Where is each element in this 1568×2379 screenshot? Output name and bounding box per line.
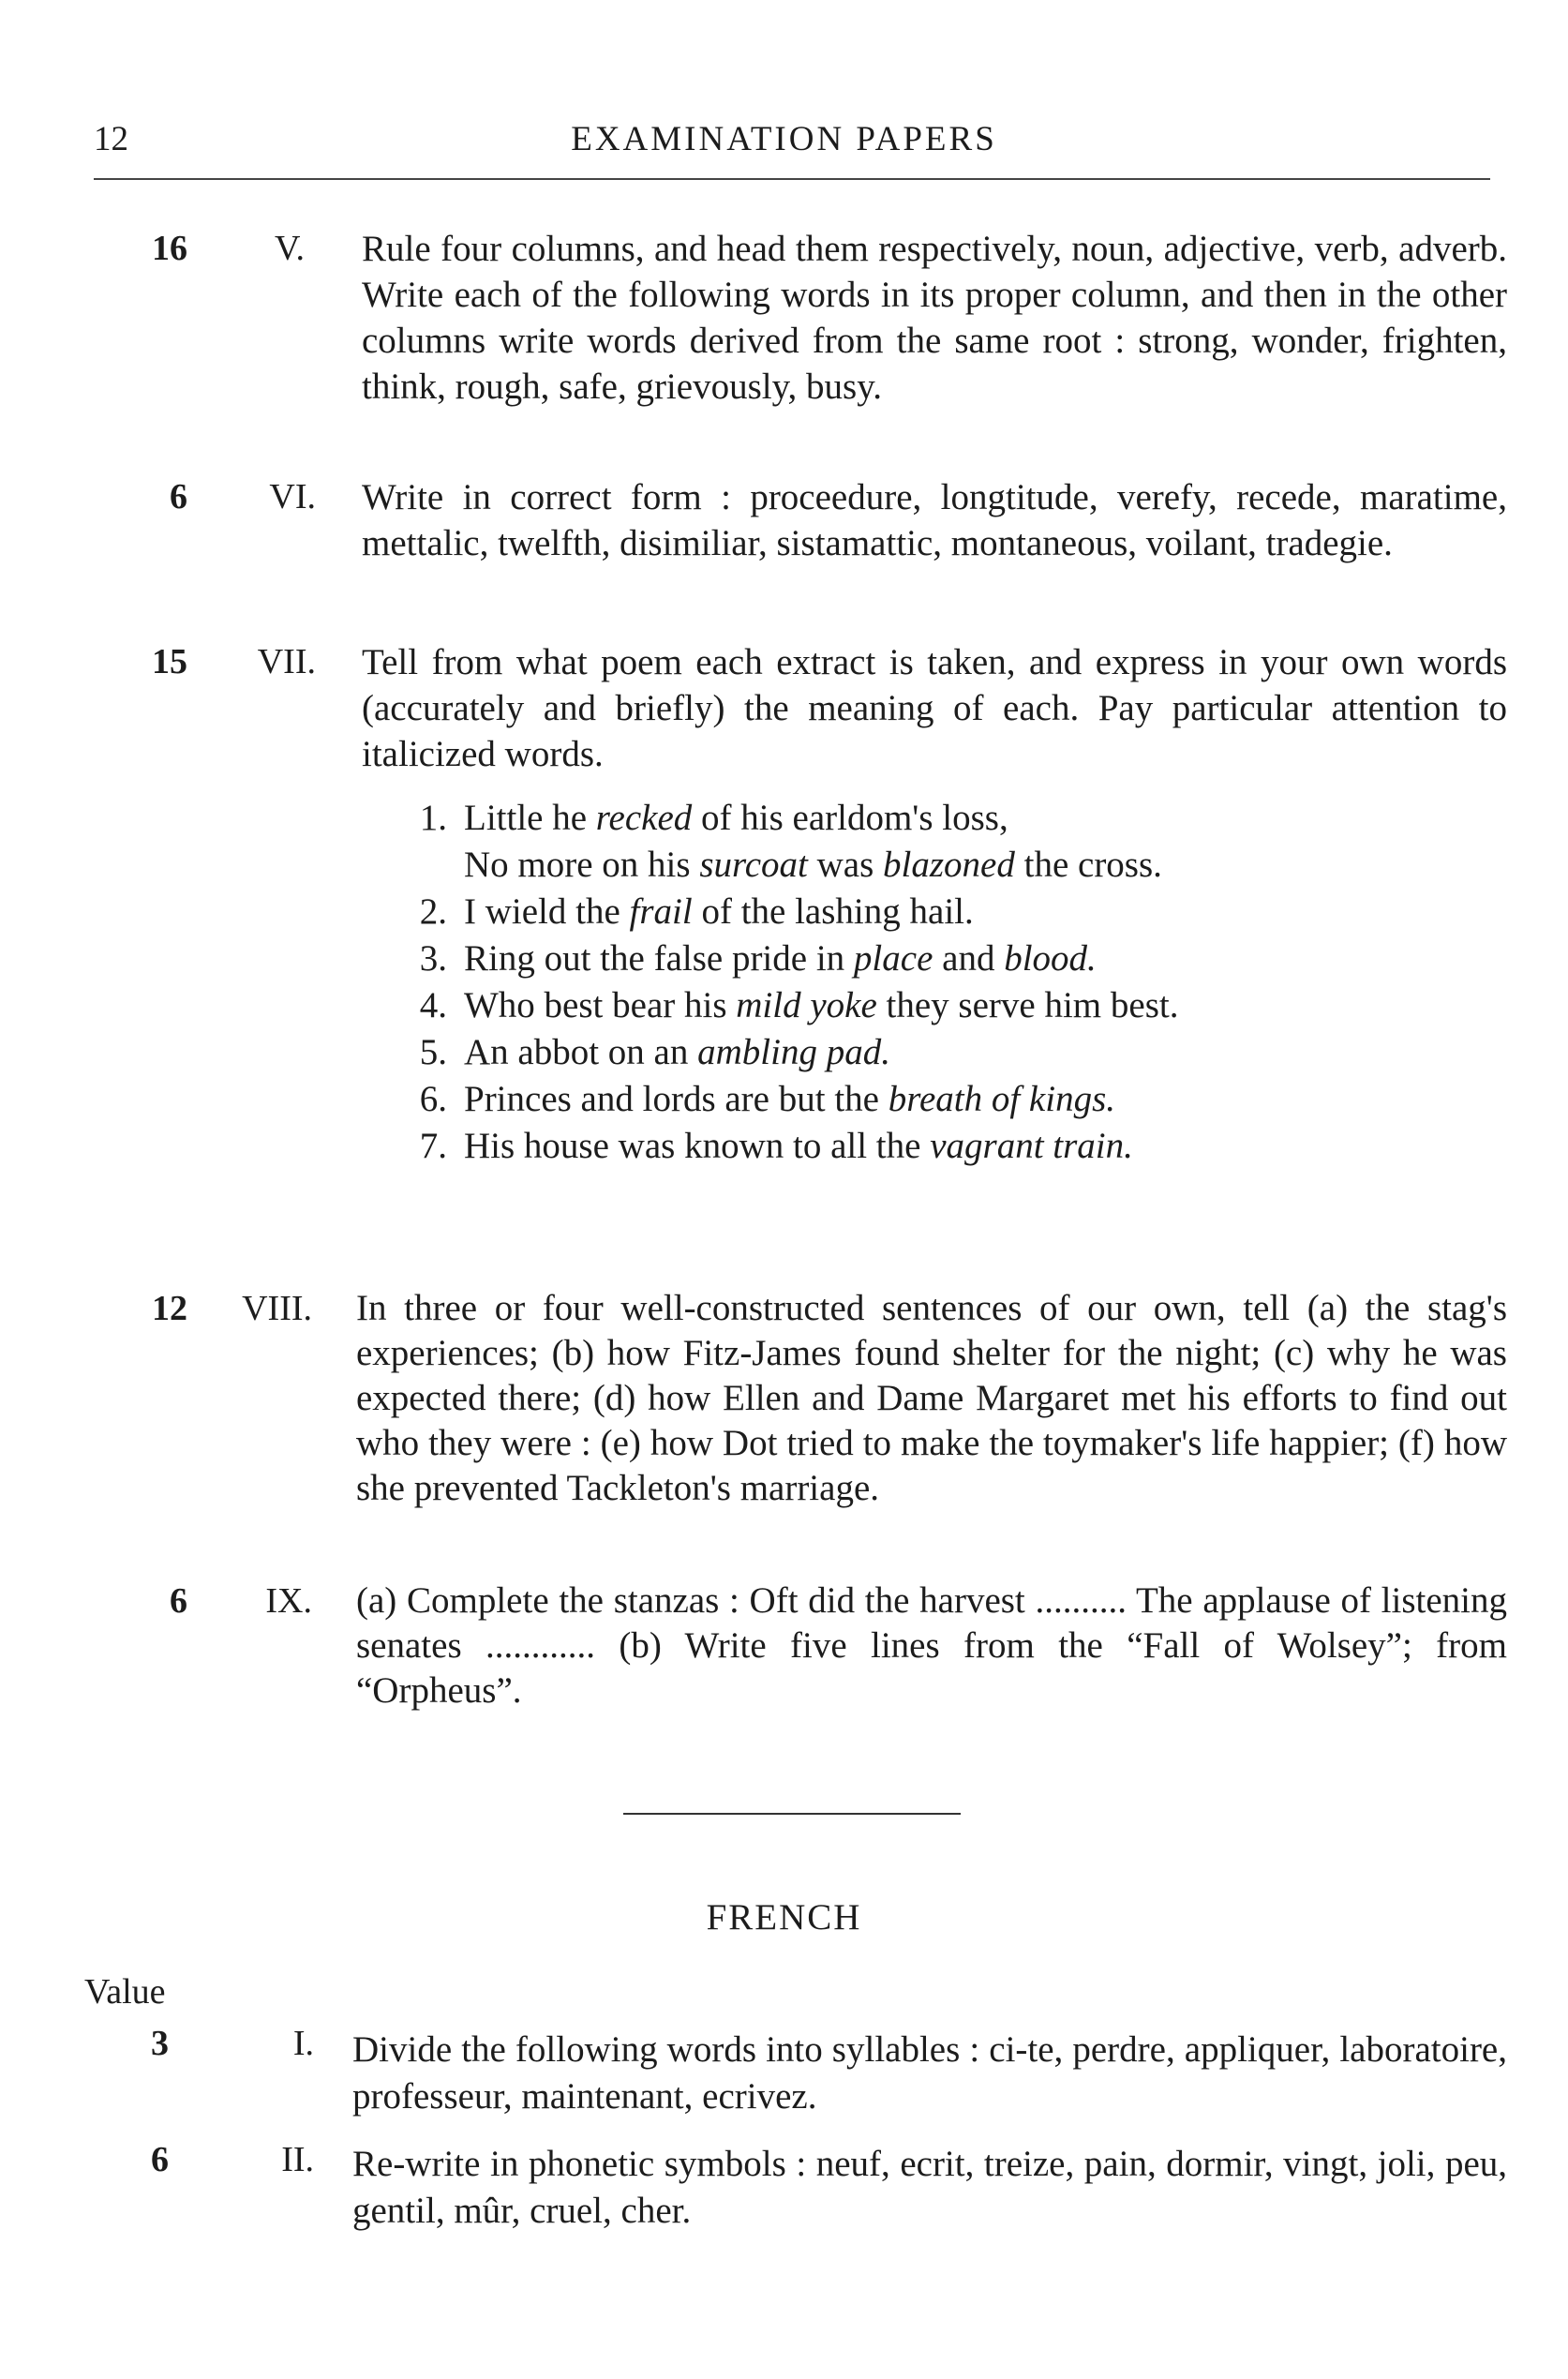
question-number: II. <box>281 2140 314 2179</box>
extract-text: Little he <box>464 798 596 838</box>
question-value: 15 <box>152 642 187 681</box>
extract-text: the cross. <box>1014 845 1162 885</box>
extract-italic: place <box>853 938 933 979</box>
extract-item <box>406 1076 1512 1123</box>
header-rule <box>94 178 1490 180</box>
question-text: Tell from what poem each extract is taken, and express in your own words (accurately and briefly) the meaning of each. Pay particular attention to italicized words. <box>362 642 1507 774</box>
extract-number: 7. <box>419 1126 447 1166</box>
extract-text: of his earldom's loss, <box>692 798 1008 838</box>
question-text: Rule four columns, and head them respectively, noun, adjective, verb, adverb. Write each of the following words in its proper column, and then in the other columns write words derived from the same root : strong, wonder, frighten, think, rough, safe, grievously, busy. <box>362 229 1507 407</box>
running-title: EXAMINATION PAPERS <box>571 120 997 158</box>
question-number: V. <box>274 229 305 268</box>
question-number: VII. <box>257 642 316 681</box>
extract-text: was <box>807 845 884 885</box>
value-column-label: Value <box>84 1972 166 2012</box>
section-divider <box>623 1813 961 1815</box>
question-value: 6 <box>170 477 187 516</box>
extract-italic: vagrant train. <box>930 1126 1133 1166</box>
question-number: VI. <box>269 477 316 516</box>
question-text: Write in correct form : proceedure, longtitude, verefy, recede, maratime, mettalic, twelfth, disimiliar, sistamattic, montaneous, voilant, tradegie. <box>362 477 1507 563</box>
extract-text: Ring out the false pride in <box>464 938 854 979</box>
extract-text: I wield the <box>464 891 630 932</box>
extract-number: 1. <box>419 798 447 838</box>
extract-item <box>406 842 1512 889</box>
extract-number: 5. <box>419 1032 447 1072</box>
question-value: 16 <box>152 229 187 268</box>
extract-item <box>406 1123 1512 1170</box>
extract-list <box>406 795 1512 1170</box>
question-value: 3 <box>151 2024 169 2063</box>
extract-italic: surcoat <box>699 845 808 885</box>
question-number: I. <box>292 2024 314 2063</box>
extract-number: 3. <box>419 938 447 979</box>
section-title: FRENCH <box>706 1897 862 1938</box>
extract-text: of the lashing hail. <box>692 891 974 932</box>
question-text: (a) Complete the stanzas : Oft did the harvest .......... The applause of listening senates ............ (b) Write five lines from the “Fall of Wolsey”; from “Orpheus”. <box>356 1580 1507 1711</box>
extract-number: 2. <box>419 891 447 932</box>
extract-item <box>406 1029 1512 1076</box>
extract-item <box>406 982 1512 1029</box>
extract-text: His house was known to all the <box>464 1126 931 1166</box>
extract-item <box>406 795 1512 842</box>
extract-italic: recked <box>595 798 693 838</box>
question-value: 6 <box>170 1581 187 1621</box>
extract-text: and <box>933 938 1005 979</box>
question-value: 6 <box>151 2140 169 2179</box>
question-text: Divide the following words into syllables : ci-te, perdre, appliquer, laboratoire, professeur, maintenant, ecrivez. <box>352 2029 1507 2117</box>
question-text: Re-write in phonetic symbols : neuf, ecrit, treize, pain, dormir, vingt, joli, peu, gentil, mûr, cruel, cher. <box>352 2144 1507 2231</box>
extract-text: Princes and lords are but the <box>464 1079 889 1119</box>
question-value: 12 <box>152 1289 187 1328</box>
extract-text: they serve him best. <box>876 985 1179 1025</box>
extract-italic: ambling pad. <box>697 1032 890 1072</box>
extract-italic: blood. <box>1004 938 1097 979</box>
extract-italic: blazoned <box>883 845 1015 885</box>
extract-number: 4. <box>419 985 447 1025</box>
page-number: 12 <box>94 120 128 158</box>
extract-number: 6. <box>419 1079 447 1119</box>
question-number: IX. <box>265 1581 312 1621</box>
extract-item <box>406 889 1512 935</box>
extract-text: No more on his <box>464 845 700 885</box>
question-text: In three or four well-constructed sentences of our own, tell (a) the stag's experiences; (b) how Fitz-James found shelter for the night; (c) why he was expected there; (d) how Ellen and Dame Margaret met his efforts to find out who they were : (e) how Dot tried to make the toymaker's life happier; (f) how she prevented Tackleton's marriage. <box>356 1288 1507 1508</box>
question-number: VIII. <box>242 1289 312 1328</box>
extract-italic: frail <box>629 891 693 932</box>
extract-item <box>406 935 1512 982</box>
extract-italic: breath of kings. <box>888 1079 1116 1119</box>
extract-text: An abbot on an <box>464 1032 698 1072</box>
extract-text: Who best bear his <box>464 985 737 1025</box>
extract-italic: mild yoke <box>736 985 877 1025</box>
